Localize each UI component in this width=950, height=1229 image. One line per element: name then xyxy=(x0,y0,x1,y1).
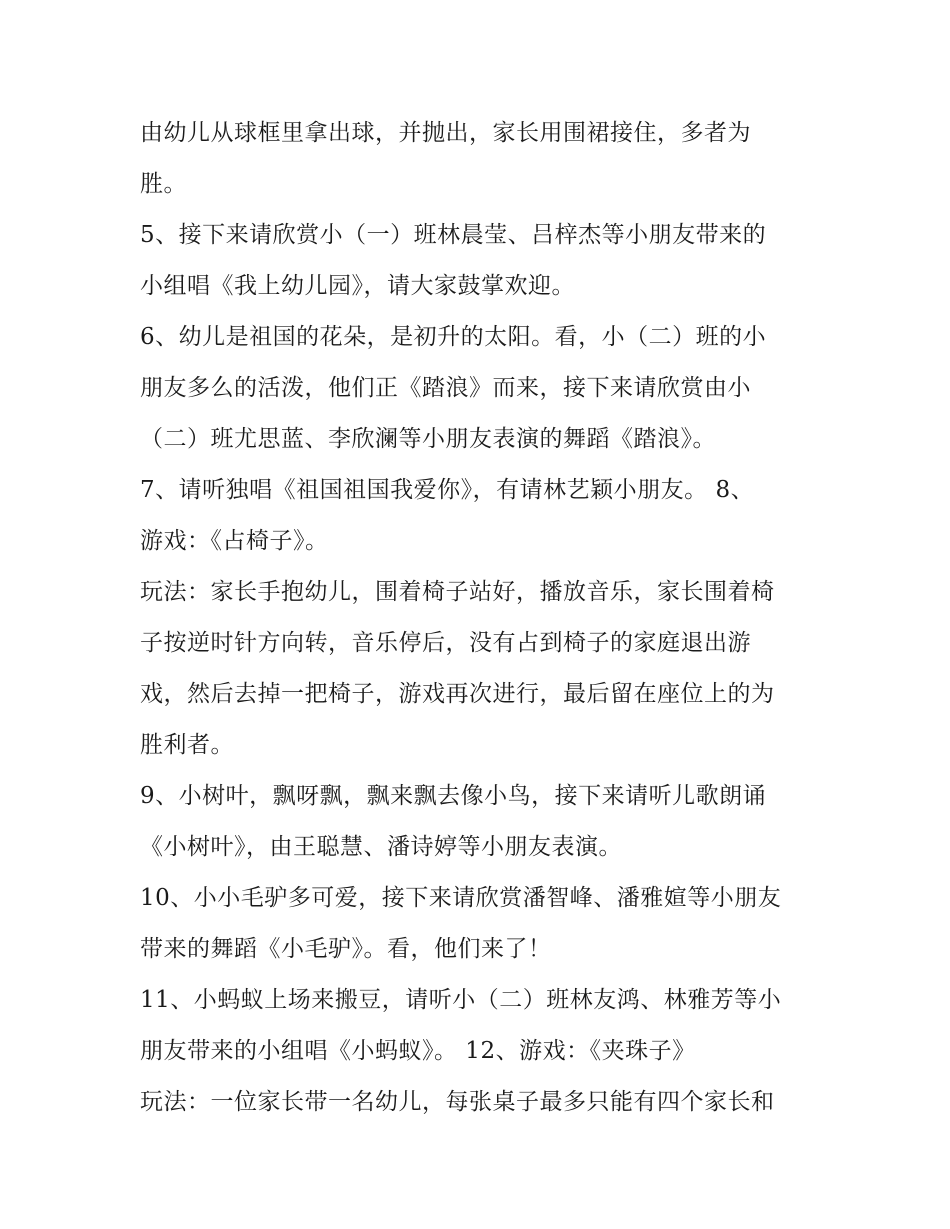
text-line: 11、小蚂蚁上场来搬豆，请听小（二）班林友鸿、林雅芳等小 xyxy=(140,987,782,1013)
text-line: 《小树叶》，由王聪慧、潘诗婷等小朋友表演。 xyxy=(140,834,622,860)
text-line: 玩法：家长手抱幼儿，围着椅子站好，播放音乐，家长围着椅 xyxy=(140,579,775,605)
text-line: 子按逆时针方向转，音乐停后，没有占到椅子的家庭退出游 xyxy=(140,630,751,656)
document-body xyxy=(140,108,820,1128)
text-line: 7、请听独唱《祖国祖国我爱你》，有请林艺颖小朋友。 8、 xyxy=(140,477,755,503)
text-line: 游戏：《占椅子》。 xyxy=(140,528,329,554)
text-line: 胜。 xyxy=(140,171,187,197)
text-line: 戏，然后去掉一把椅子，游戏再次进行，最后留在座位上的为 xyxy=(140,681,775,707)
text-line: 9、小树叶，飘呀飘，飘来飘去像小鸟，接下来请听儿歌朗诵 xyxy=(140,783,767,809)
text-line: （二）班尤思蓝、李欣澜等小朋友表演的舞蹈《踏浪》。 xyxy=(140,426,716,452)
text-line: 10、小小毛驴多可爱，接下来请欣赏潘智峰、潘雅媗等小朋友 xyxy=(140,885,782,911)
text-line: 胜利者。 xyxy=(140,732,234,758)
text-line: 朋友多么的活泼，他们正《踏浪》而来，接下来请欣赏由小 xyxy=(140,375,751,401)
text-line: 玩法：一位家长带一名幼儿，每张桌子最多只能有四个家长和 xyxy=(140,1089,775,1115)
text-line: 朋友带来的小组唱《小蚂蚁》。 12、游戏：《夹珠子》 xyxy=(140,1038,696,1064)
text-line: 带来的舞蹈《小毛驴》。看，他们来了！ xyxy=(140,936,552,962)
text-line: 由幼儿从球框里拿出球，并抛出，家长用围裙接住，多者为 xyxy=(140,120,751,146)
text-line: 小组唱《我上幼儿园》，请大家鼓掌欢迎。 xyxy=(140,273,575,299)
text-line: 6、幼儿是祖国的花朵，是初升的太阳。看，小（二）班的小 xyxy=(140,324,767,350)
text-line: 5、接下来请欣赏小（一）班林晨莹、吕梓杰等小朋友带来的 xyxy=(140,222,767,248)
